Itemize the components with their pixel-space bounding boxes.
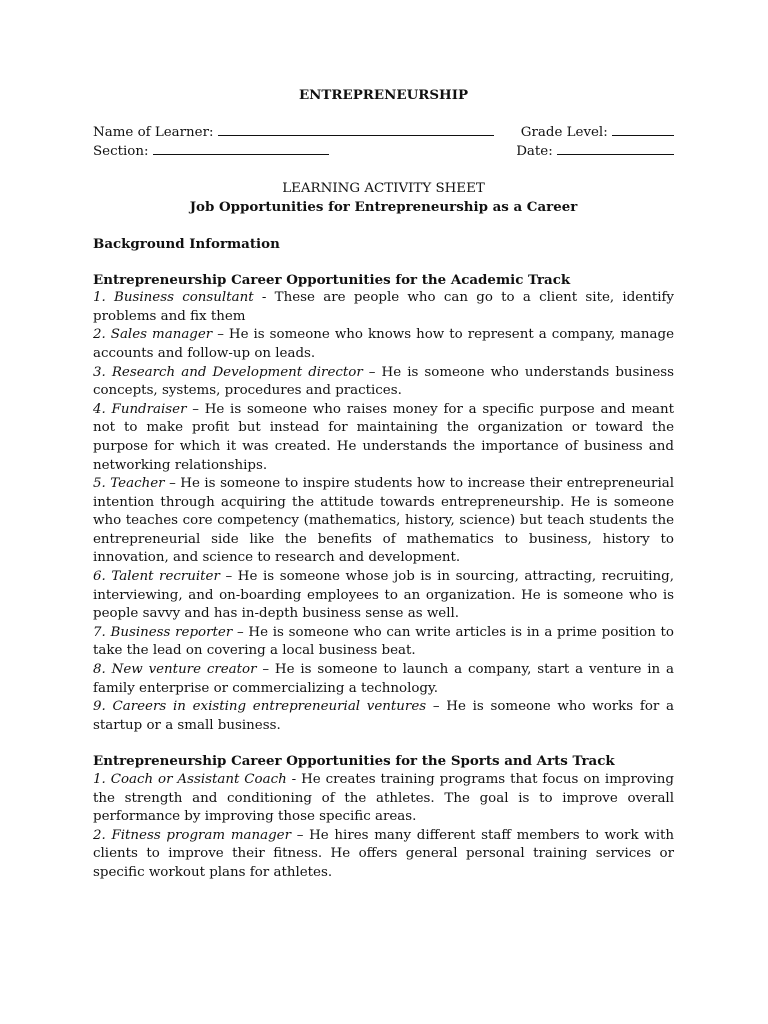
item-text: - These are people who can go to a client site, identify problems and fix them bbox=[93, 290, 675, 324]
list-item bbox=[93, 401, 674, 475]
list-item bbox=[93, 568, 674, 624]
grade-level-label: Grade Level: bbox=[520, 124, 608, 140]
background-heading: Background Information bbox=[93, 235, 280, 252]
date-blank bbox=[557, 142, 674, 155]
item-text: – He is someone to inspire students how to increase their entrepreneurial intention through acquiring the attitude towards entrepreneurship. He is someone who teaches core competency (mathematics, history, science) but teach students the entrepreneurial side like the benefits of mathematics to business, history to innovation, and science to research and development. bbox=[93, 476, 675, 566]
item-term: 2. Fitness program manager bbox=[93, 827, 292, 843]
academic-track-list bbox=[93, 289, 674, 735]
item-text: – He is someone who can write articles is in a prime position to take the lead on covering a local business beat. bbox=[93, 624, 674, 659]
list-item bbox=[93, 624, 674, 661]
item-term: 1. Business consultant bbox=[93, 290, 254, 306]
item-term: 7. Business reporter bbox=[93, 624, 233, 640]
item-term: 6. Talent recruiter bbox=[93, 569, 220, 585]
learner-grade-row bbox=[93, 123, 674, 143]
item-term: 1. Coach or Assistant Coach bbox=[93, 772, 287, 787]
list-item bbox=[93, 698, 674, 735]
list-item bbox=[93, 289, 674, 326]
item-term: 8. New venture creator bbox=[93, 662, 257, 678]
list-item bbox=[93, 661, 674, 698]
item-text: – He is someone who raises money for a specific purpose and meant not to make profit but instead for maintaining the organization or toward the purpose for which it was created. He understands the importance of business and networking relationships. bbox=[93, 401, 674, 473]
list-item bbox=[93, 475, 674, 568]
item-term: 5. Teacher bbox=[93, 476, 165, 492]
list-item bbox=[93, 827, 674, 883]
grade-level-blank bbox=[612, 123, 674, 136]
date-label: Date: bbox=[516, 144, 553, 160]
item-text: - He creates training programs that focus on improving the strength and conditioning of the athletes. The goal is to improve overall performance by improving those specific areas. bbox=[93, 772, 674, 825]
item-text: – He is someone who understands business concepts, systems, procedures and practices. bbox=[93, 364, 675, 399]
list-item bbox=[93, 364, 674, 401]
item-term: 3. Research and Development director bbox=[93, 364, 363, 380]
learner-name-label: Name of Learner: bbox=[93, 124, 214, 140]
academic-track-heading: Entrepreneurship Career Opportunities for the Academic Track bbox=[93, 271, 571, 288]
item-text: – He is someone to launch a company, start a venture in a family enterprise or commercializing a technology. bbox=[93, 662, 674, 696]
item-term: 2. Sales manager bbox=[93, 327, 213, 343]
learner-name-blank bbox=[218, 123, 494, 136]
document-title: ENTREPRENEURSHIP bbox=[298, 87, 469, 103]
item-term: 4. Fundraiser bbox=[93, 401, 187, 417]
sports-arts-track-heading: Entrepreneurship Career Opportunities for the Sports and Arts Track bbox=[93, 753, 615, 770]
item-text: – He is someone who knows how to represent a company, manage accounts and follow-up on leads. bbox=[93, 327, 674, 361]
item-text: – He is someone whose job is in sourcing, attracting, recruiting, interviewing, and on-boarding employees to an organization. He is someone who is people savvy and has in-depth business sense as well. bbox=[93, 569, 674, 622]
section-label: Section: bbox=[93, 144, 149, 160]
list-item bbox=[93, 771, 674, 827]
grade-level-field bbox=[521, 123, 674, 143]
section-blank bbox=[153, 142, 329, 155]
item-term: 9. Careers in existing entrepreneurial ventures bbox=[93, 699, 427, 715]
item-text: – He hires many different staff members to work with clients to improve their fitness. He offers general personal training services or specific workout plans for athletes. bbox=[93, 827, 675, 880]
list-item bbox=[93, 326, 674, 363]
section-field bbox=[93, 142, 329, 162]
sheet-label: LEARNING ACTIVITY SHEET bbox=[282, 180, 485, 196]
learner-name-field bbox=[93, 123, 494, 143]
item-text: – He is someone who works for a startup or a small business. bbox=[93, 699, 674, 733]
date-field bbox=[516, 142, 674, 162]
section-date-row bbox=[93, 142, 674, 162]
sheet-subtitle: Job Opportunities for Entrepreneurship as a Career bbox=[189, 199, 578, 216]
sports-arts-track-list bbox=[93, 771, 674, 883]
